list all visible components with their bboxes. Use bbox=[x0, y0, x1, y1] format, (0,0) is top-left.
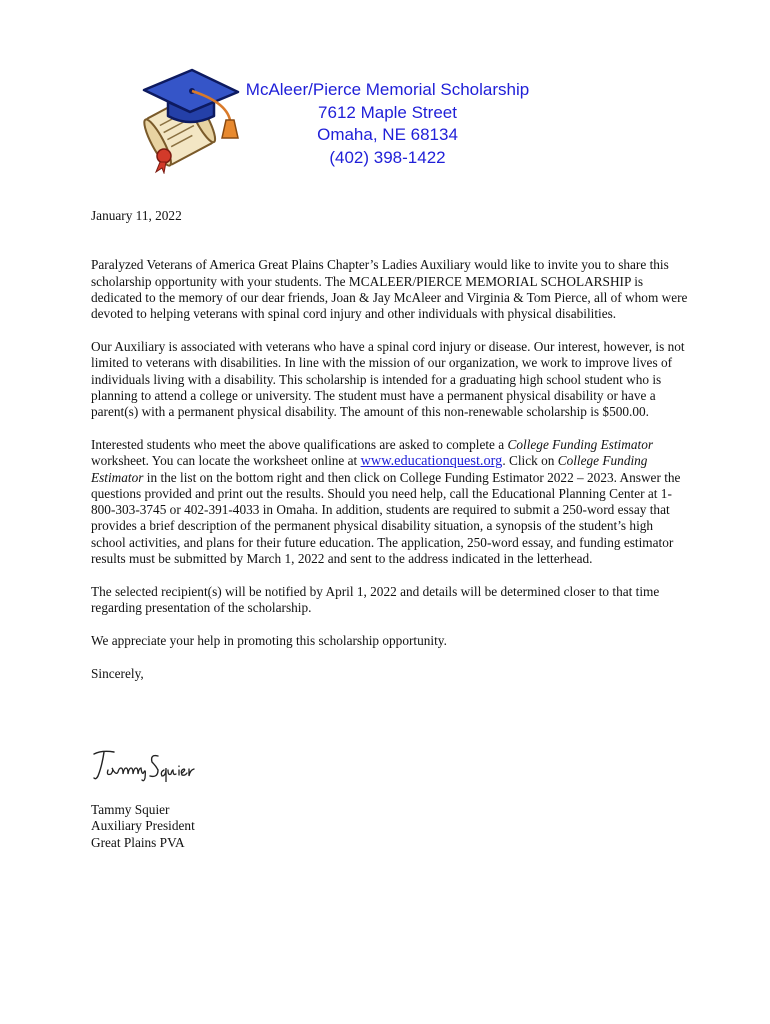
organization-name: McAleer/Pierce Memorial Scholarship bbox=[245, 80, 530, 99]
phone-number: (402) 398-1422 bbox=[329, 147, 446, 167]
signature-block bbox=[91, 802, 195, 851]
paragraph-appreciation: We appreciate your help in promoting this scholarship opportunity. bbox=[91, 632, 447, 648]
letter-body bbox=[91, 208, 691, 699]
letter-date: January 11, 2022 bbox=[91, 208, 182, 223]
paragraph-instructions bbox=[91, 437, 691, 567]
graduation-cap-diploma-icon bbox=[134, 62, 246, 174]
instructions-italic-c: College Funding Estimator bbox=[91, 453, 648, 485]
paragraph-notification: The selected recipient(s) will be notified by April 1, 2022 and details will be determined closer to that time regarding presentation of the scholarship. bbox=[91, 583, 660, 616]
instructions-text-d: in the list on the bottom right and then click on College Funding Estimator 2022 – 2023. Answer the questions provided and print out the results. Should you need help, call the Educational Planning Center at 1-800-303-3745 or 402-391-4033 in Omaha. In addition, students are required to submit a 250-word essay that provides a brief description of the permanent physical disability situation, a synopsis of the student’s high school activities, and plans for their future education. The application, 250-word essay, and funding estimator results must be submitted by March 1, 2022 and sent to the address indicated in the letterhead. bbox=[91, 469, 681, 567]
instructions-text-b: worksheet. You can locate the worksheet online at bbox=[91, 453, 361, 469]
handwritten-signature bbox=[92, 748, 202, 782]
closing: Sincerely, bbox=[91, 665, 144, 681]
instructions-text-c: . Click on bbox=[502, 453, 558, 469]
signer-organization: Great Plains PVA bbox=[91, 834, 185, 850]
paragraph-auxiliary: Our Auxiliary is associated with veterans who have a spinal cord injury or disease. Our interest, however, is not limited to veterans with disabilities. In line with the mission of our organization, we work to improve lives of individuals living with a disability. This scholarship is intended for a graduating high school student who is planning to attend a college or university. The student must have a permanent physical disability or have a parent(s) with a permanent physical disability. The amount of this non-renewable scholarship is $500.00. bbox=[91, 338, 685, 420]
street-address: 7612 Maple Street bbox=[318, 102, 457, 122]
instructions-italic-a: College Funding Estimator bbox=[507, 436, 654, 452]
signer-name: Tammy Squier bbox=[91, 802, 170, 817]
signer-title: Auxiliary President bbox=[91, 818, 195, 834]
educationquest-link[interactable]: www.educationquest.org bbox=[360, 453, 503, 470]
city-state-zip: Omaha, NE 68134 bbox=[317, 125, 458, 144]
paragraph-intro: Paralyzed Veterans of America Great Plains Chapter’s Ladies Auxiliary would like to invite you to share this scholarship opportunity with your students. The MCALEER/PIERCE MEMORIAL SCHOLARSHIP is dedicated to the memory of our dear friends, Joan & Jay McAleer and Virginia & Tom Pierce, all of whom were devoted to helping veterans with spinal cord injury and other individuals with physical disabilities. bbox=[91, 257, 688, 322]
letterhead bbox=[240, 79, 535, 169]
instructions-text-a: Interested students who meet the above qualifications are asked to complete a bbox=[91, 436, 508, 452]
